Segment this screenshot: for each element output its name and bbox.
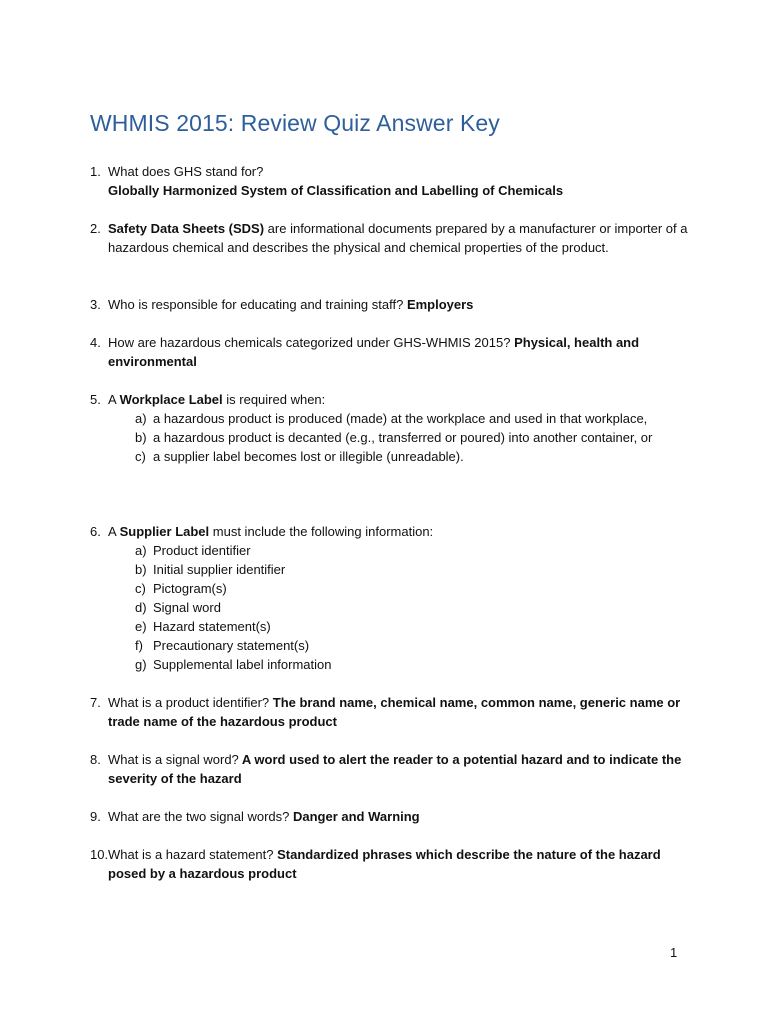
question-text: Who is responsible for educating and training staff?: [108, 297, 404, 312]
list-item: [135, 447, 690, 466]
list-text: a supplier label becomes lost or illegible (unreadable).: [153, 449, 464, 464]
page-number: 1: [670, 945, 678, 960]
answer-text: Danger and Warning: [289, 809, 420, 824]
question-text: What is a hazard statement?: [108, 847, 274, 862]
list-item: [135, 428, 690, 447]
list-letter: a): [135, 411, 147, 426]
question-number: 5.: [90, 392, 101, 407]
question-text: What does GHS stand for?: [108, 164, 264, 179]
list-letter: g): [135, 657, 147, 672]
list-text: a hazardous product is decanted (e.g., transferred or poured) into another container, or: [153, 430, 653, 445]
list-text: Product identifier: [153, 543, 251, 558]
question-2: [90, 219, 690, 257]
answer-term: Supplier Label: [119, 524, 210, 539]
question-prefix: A: [108, 392, 120, 407]
answer-text: Physical, health and environmental: [108, 335, 640, 369]
question-text: How are hazardous chemicals categorized under GHS-WHMIS 2015?: [108, 335, 511, 350]
question-text: What is a signal word?: [108, 752, 239, 767]
list-text: Precautionary statement(s): [153, 638, 310, 653]
question-4: [90, 333, 690, 371]
question-1: [90, 162, 690, 200]
question-number: 3.: [90, 297, 101, 312]
question-9: [90, 807, 690, 826]
list-letter: b): [135, 562, 147, 577]
question-number: 4.: [90, 335, 101, 350]
list-text: Supplemental label information: [153, 657, 332, 672]
list-letter: c): [135, 449, 146, 464]
list-item: [135, 598, 690, 617]
question-7: [90, 693, 690, 731]
question-number: 6.: [90, 524, 101, 539]
list-item: [135, 636, 690, 655]
question-5: [90, 390, 690, 466]
list-letter: b): [135, 430, 147, 445]
question-text: are informational documents prepared by a manufacturer or importer of a hazardous chemical and describes the physical and chemical properties of the product.: [108, 221, 688, 255]
question-suffix: must include the following information:: [209, 524, 434, 539]
list-letter: a): [135, 543, 147, 558]
question-number: 7.: [90, 695, 101, 710]
list-text: Signal word: [153, 600, 221, 615]
list-item: [135, 541, 690, 560]
list-text: Initial supplier identifier: [153, 562, 286, 577]
question-number: 8.: [90, 752, 101, 767]
answer-term: Workplace Label: [119, 392, 223, 407]
list-letter: c): [135, 581, 146, 596]
list-text: Hazard statement(s): [153, 619, 271, 634]
question-suffix: is required when:: [222, 392, 326, 407]
question-number: 1.: [90, 164, 101, 179]
list-letter: e): [135, 619, 147, 634]
question-text: What is a product identifier?: [108, 695, 270, 710]
list-item: [135, 409, 690, 428]
page-title: WHMIS 2015: Review Quiz Answer Key: [90, 110, 500, 136]
question-number: 9.: [90, 809, 101, 824]
list-item: [135, 617, 690, 636]
answer-text: Employers: [403, 297, 474, 312]
list-item: [135, 560, 690, 579]
question-number: 10.: [90, 847, 109, 862]
list-text: Pictogram(s): [153, 581, 227, 596]
answer-text: Standardized phrases which describe the nature of the hazard posed by a hazardous product: [108, 847, 661, 881]
list-letter: d): [135, 600, 147, 615]
answer-text: A word used to alert the reader to a potential hazard and to indicate the severity of the hazard: [108, 752, 682, 786]
answer-term: Safety Data Sheets (SDS): [108, 221, 265, 236]
answer-text: The brand name, chemical name, common name, generic name or trade name of the hazardous product: [108, 695, 681, 729]
question-6: [90, 522, 690, 674]
question-text: What are the two signal words?: [108, 809, 290, 824]
list-item: [135, 579, 690, 598]
question-3: [90, 295, 690, 314]
question-10: [90, 845, 690, 883]
list-letter: f): [135, 638, 143, 653]
question-8: [90, 750, 690, 788]
list-text: a hazardous product is produced (made) at the workplace and used in that workplace,: [153, 411, 648, 426]
list-item: [135, 655, 690, 674]
answer-text: Globally Harmonized System of Classification and Labelling of Chemicals: [108, 183, 564, 198]
question-number: 2.: [90, 221, 101, 236]
question-prefix: A: [108, 524, 120, 539]
